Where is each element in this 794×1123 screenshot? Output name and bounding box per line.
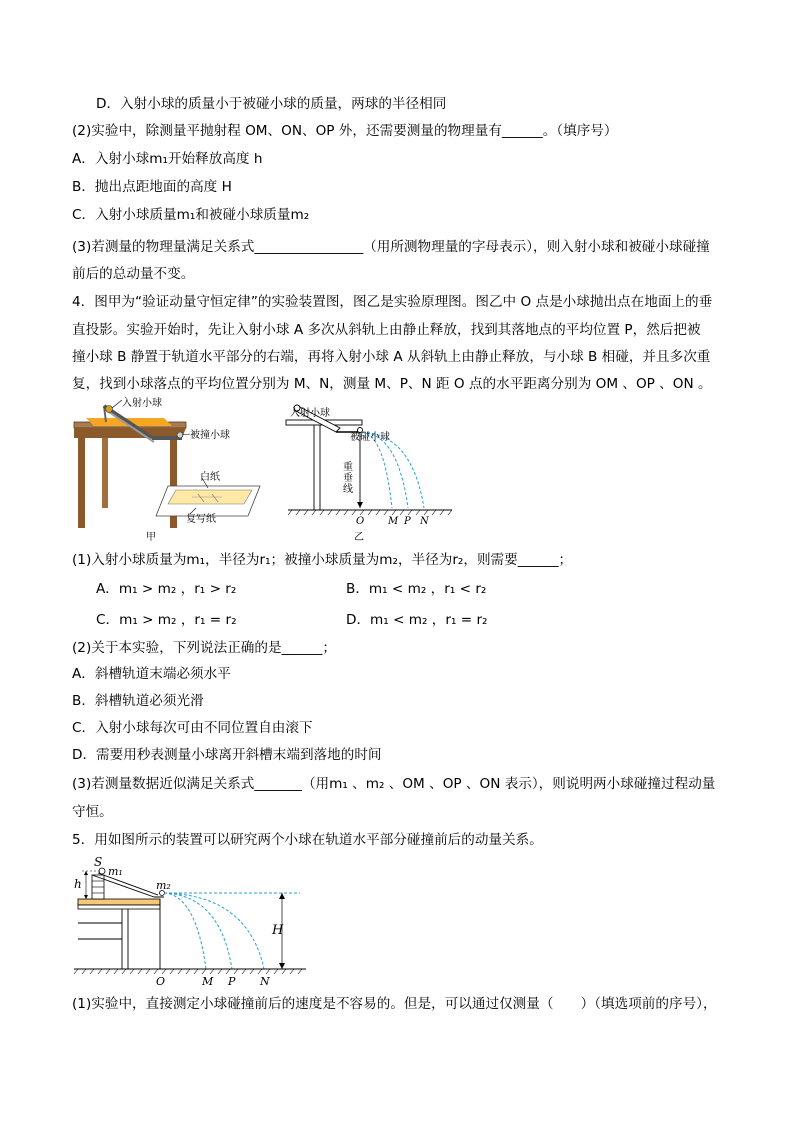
q4-part2-line: (2)关于本实验，下列说法正确的是______； [72,640,336,656]
q4-part3-cont: 守恒。 [72,804,113,820]
question-3-line: (3)若测量的物理量满足关系式________________（用所测物理量的字母表示），则入射小球和被碰小球碰撞 [72,239,710,255]
q4-part3-line: (3)若测量数据近似满足关系式_______（用m₁ 、m₂ 、OM 、OP 、ON 表示），则说明两小球碰撞过程动量 [72,776,716,792]
q4-part2-option-b: B．斜槽轨道必须光滑 [72,693,204,709]
fig-yi-caption: 乙 [354,532,364,543]
fig-yi-ball-label: 入射小球 [290,408,330,419]
q4-option-a: A．m₁ > m₂ ，r₁ > r₂ [96,581,237,597]
q4-part2-option-d: D．需要用秒表测量小球离开斜槽末端到落地的时间 [72,747,382,763]
fig-yi-point-O: O [356,516,365,527]
q4-option-b: B．m₁ < m₂ ，r₁ < r₂ [346,581,487,597]
figure-5 [72,855,308,991]
q5-part1-line: (1)实验中，直接测定小球碰撞前后的速度是不容易的。但是，可以通过仅测量（ ）（填选项前的序号）， [72,996,717,1012]
fig-yi-point-P: P [404,516,411,527]
fig-yi-point-N: N [420,516,429,527]
fig5-point-O: O [156,975,166,988]
figure-jia-drawing [72,398,282,540]
fig-yi-point-M: M [388,516,399,527]
option-c-line: C．入射小球质量m₁和被碰小球质量m₂ [72,207,310,223]
problem-4-line3: 撞小球 B 静置于轨道水平部分的右端，再将入射小球 A 从斜轨上由静止释放，与小球 B 相碰，并且多次重 [72,349,711,365]
fig5-point-P: P [228,975,236,988]
fig5-label-m2: m₂ [156,879,171,892]
fig5-label-S: S [94,855,103,869]
figure-yi [284,398,454,543]
fig-yi-target-label: 被碰小球 [350,432,390,443]
question-3-cont: 前后的总动量不变。 [72,266,195,282]
fig-jia-white-paper: 白纸 [200,472,220,483]
option-b-line: B．抛出点距地面的高度 H [72,179,232,195]
problem-5-line: 5．用如图所示的装置可以研究两个小球在轨道水平部分碰撞前后的动量关系。 [72,832,543,848]
fig-jia-ball-label: 入射小球 [122,398,162,409]
problem-4-line4: 复，找到小球落点的平均位置分别为 M、N，测量 M、P、N 距 O 点的水平距离分别为 OM 、OP 、ON 。 [72,376,712,392]
q4-part2-option-c: C．入射小球每次可由不同位置自由滚下 [72,720,313,736]
fig-jia-target-label: 被撞小球 [190,430,230,441]
q4-option-c: C．m₁ > m₂ ，r₁ = r₂ [96,612,237,628]
q4-part2-option-a: A．斜槽轨道末端必须水平 [72,666,231,682]
problem-4-line1: 4．图甲为“验证动量守恒定律”的实验装置图，图乙是实验原理图。图乙中 O 点是小球抛出点在地面上的垂 [72,294,713,310]
fig5-label-h: h [74,877,82,891]
fig-yi-plumb-label: 重垂线 [343,462,353,495]
q4-part1-line: (1)入射小球质量为m₁，半径为r₁；被撞小球质量为m₂，半径为r₂，则需要______； [72,552,573,568]
fig5-point-M: M [202,975,214,988]
fig-jia-caption: 甲 [146,532,156,543]
fig5-point-N: N [260,975,270,988]
fig-jia-carbon-paper: 复写纸 [186,514,216,525]
fig5-label-H: H [272,923,284,938]
question-2-line: (2)实验中，除测量平抛射程 OM、ON、OP 外，还需要测量的物理量有______。（填序号） [72,123,618,139]
figure-jia [72,398,282,543]
option-a-line: A．入射小球m₁开始释放高度 h [72,151,263,167]
fig5-label-m1: m₁ [108,865,123,878]
problem-4-line2: 直投影。实验开始时，先让入射小球 A 多次从斜轨上由静止释放，找到其落地点的平均位置 P，然后把被 [72,322,701,338]
option-d-line: D．入射小球的质量小于被碰小球的质量，两球的半径相同 [96,96,447,112]
q4-option-d: D．m₁ < m₂ ，r₁ = r₂ [346,612,488,628]
